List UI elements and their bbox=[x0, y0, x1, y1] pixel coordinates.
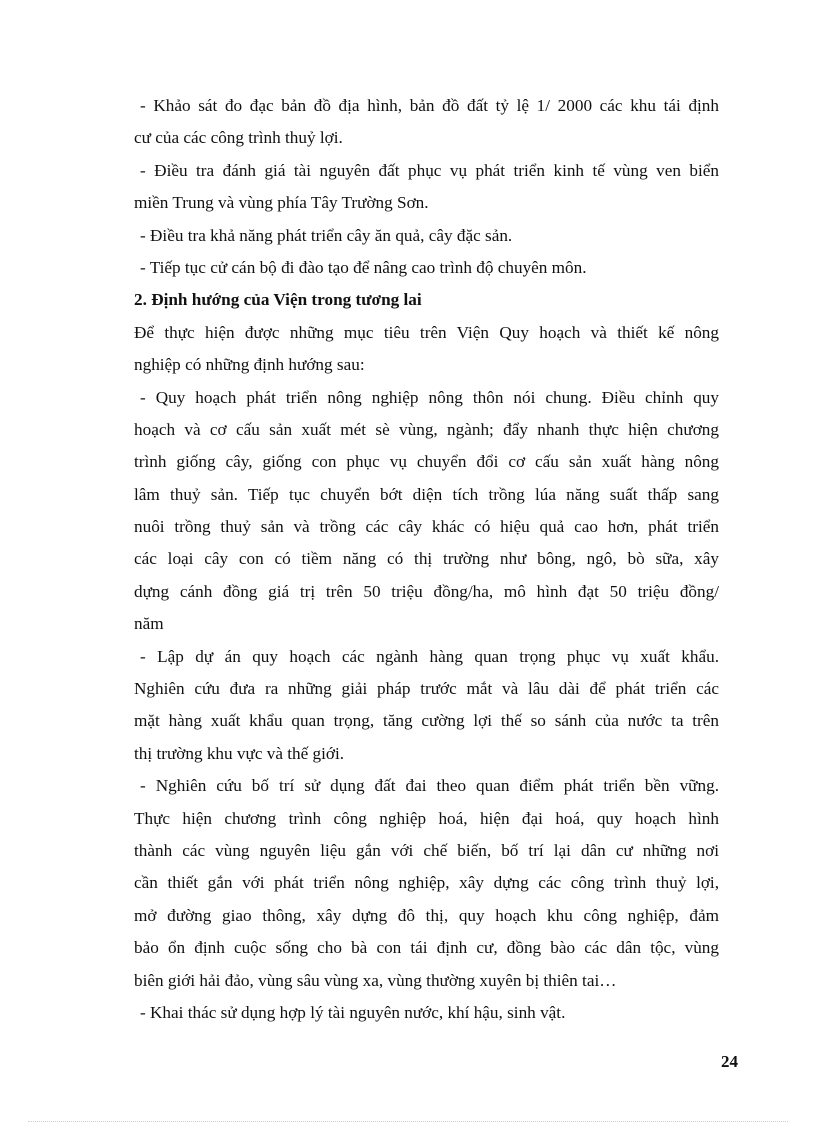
paragraph bbox=[134, 641, 719, 771]
text-line: dựng cánh đồng giá trị trên 50 triệu đồng/ha, mô hình đạt 50 triệu đồng/ bbox=[134, 581, 719, 601]
text-line: miền Trung và vùng phía Tây Trường Sơn. bbox=[134, 193, 429, 213]
text-line: - Điều tra khả năng phát triển cây ăn quả, cây đặc sản. bbox=[140, 225, 513, 245]
text-line: hoạch và cơ cấu sản xuất mét sè vùng, ngành; đẩy nhanh thực hiện chương bbox=[134, 419, 719, 439]
text-line: cư của các công trình thuỷ lợi. bbox=[134, 128, 343, 148]
text-line: - Quy hoạch phát triển nông nghiệp nông thôn nói chung. Điều chỉnh quy bbox=[140, 387, 719, 407]
text-line: Thực hiện chương trình công nghiệp hoá, hiện đại hoá, quy hoạch hình bbox=[134, 808, 719, 828]
page-number: 24 bbox=[721, 1052, 738, 1071]
text-line: lâm thuỷ sản. Tiếp tục chuyển bớt diện tích trồng lúa năng suất thấp sang bbox=[134, 484, 719, 504]
paragraph bbox=[134, 252, 719, 284]
paragraph bbox=[134, 155, 719, 220]
paragraph bbox=[134, 997, 719, 1029]
heading-text: 2. Định hướng của Viện trong tương lai bbox=[134, 290, 422, 310]
section-heading bbox=[134, 284, 719, 316]
text-line: - Nghiên cứu bố trí sử dụng đất đai theo quan điểm phát triển bền vững. bbox=[140, 776, 719, 796]
text-line: - Điều tra đánh giá tài nguyên đất phục vụ phát triển kinh tế vùng ven biển bbox=[140, 160, 719, 180]
text-line: Nghiên cứu đưa ra những giải pháp trước mắt và lâu dài để phát triển các bbox=[134, 679, 719, 699]
text-line: - Tiếp tục cử cán bộ đi đào tạo để nâng cao trình độ chuyên môn. bbox=[140, 257, 587, 277]
text-line: - Lập dự án quy hoạch các ngành hàng quan trọng phục vụ xuất khẩu. bbox=[140, 646, 719, 666]
text-line: các loại cây con có tiềm năng có thị trường như bông, ngô, bò sữa, xây bbox=[134, 549, 719, 569]
text-line: cần thiết gắn với phát triển nông nghiệp, xây dựng các công trình thuỷ lợi, bbox=[134, 873, 719, 893]
text-line: Để thực hiện được những mục tiêu trên Viện Quy hoạch và thiết kế nông bbox=[134, 322, 719, 342]
paragraph bbox=[134, 220, 719, 252]
document-body bbox=[134, 90, 719, 1029]
text-line: - Khai thác sử dụng hợp lý tài nguyên nước, khí hậu, sinh vật. bbox=[140, 1002, 566, 1022]
text-line: mặt hàng xuất khẩu quan trọng, tăng cường lợi thế so sánh của nước ta trên bbox=[134, 711, 719, 731]
text-line: mở đường giao thông, xây dựng đô thị, quy hoạch khu công nghiệp, đảm bbox=[134, 905, 719, 925]
paragraph bbox=[134, 90, 719, 155]
text-line: thị trường khu vực và thế giới. bbox=[134, 743, 345, 763]
text-line: thành các vùng nguyên liệu gắn với chế biến, bố trí lại dân cư những nơi bbox=[134, 840, 719, 860]
paragraph bbox=[134, 770, 719, 997]
paragraph bbox=[134, 317, 719, 382]
text-line: - Khảo sát đo đạc bản đồ địa hình, bản đồ đất tỷ lệ 1/ 2000 các khu tái định bbox=[140, 96, 719, 115]
text-line: năm bbox=[134, 614, 164, 634]
paragraph bbox=[134, 382, 719, 641]
text-line: bảo ổn định cuộc sống cho bà con tái định cư, đồng bào các dân tộc, vùng bbox=[134, 938, 719, 958]
text-line: nuôi trồng thuỷ sản và trồng các cây khác có hiệu quả cao hơn, phát triển bbox=[134, 517, 719, 537]
text-line: biên giới hải đảo, vùng sâu vùng xa, vùng thường xuyên bị thiên tai… bbox=[134, 970, 617, 990]
page-bottom-divider bbox=[28, 1121, 788, 1122]
text-line: nghiệp có những định hướng sau: bbox=[134, 355, 365, 375]
text-line: trình giống cây, giống con phục vụ chuyển đổi cơ cấu sản xuất hàng nông bbox=[134, 452, 719, 472]
